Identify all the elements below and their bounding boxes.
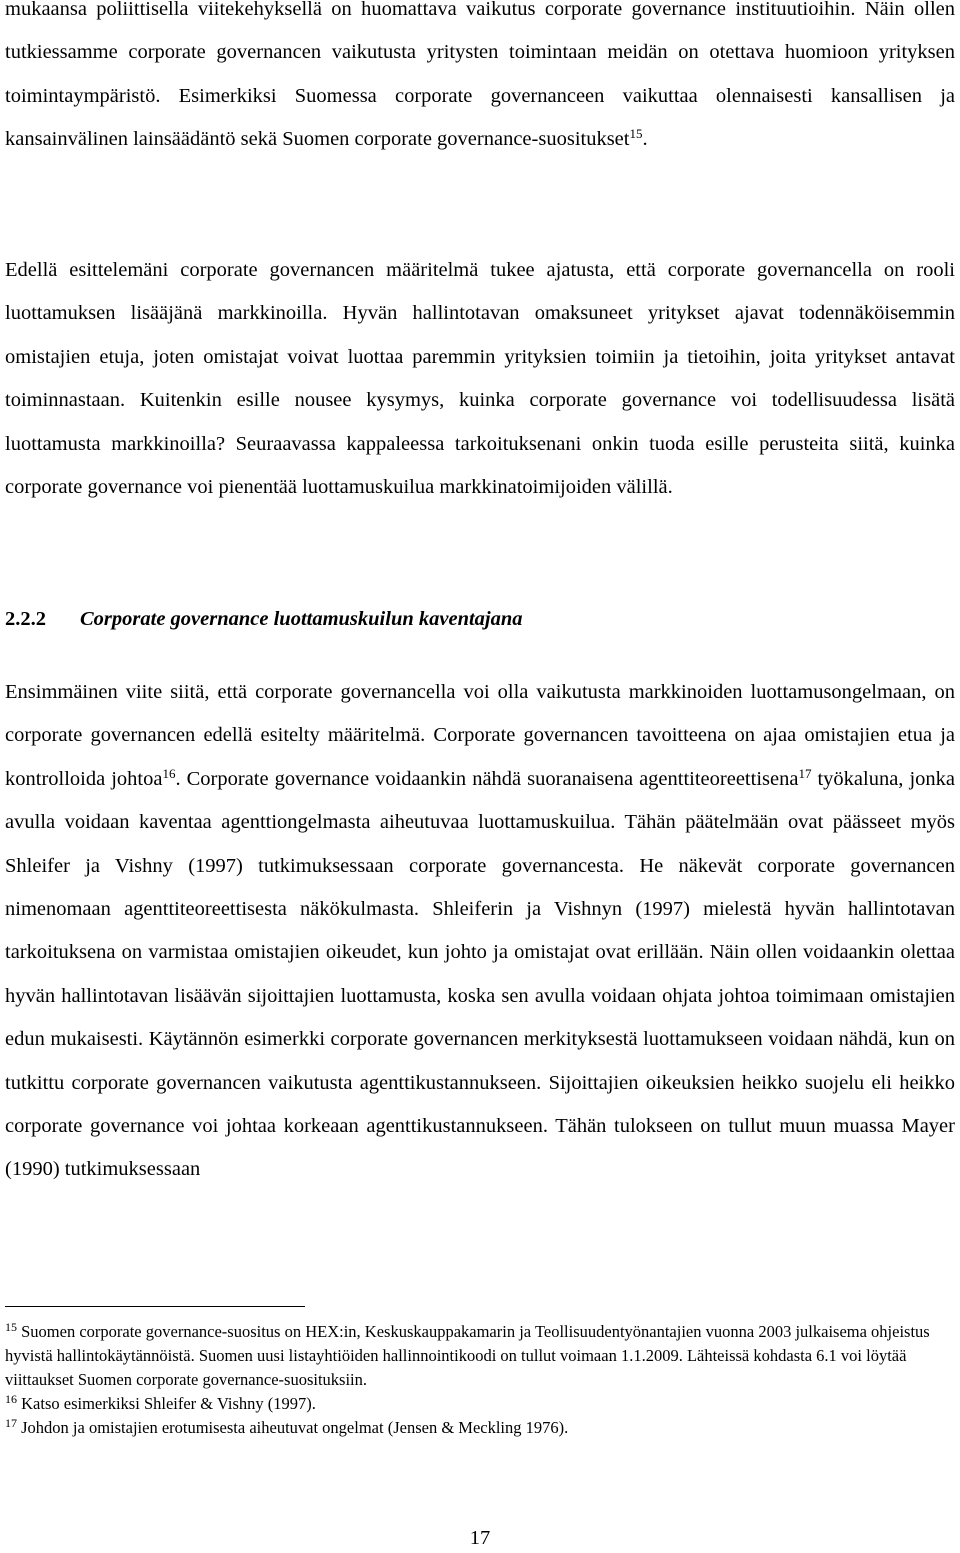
section-number: 2.2.2 (5, 608, 46, 630)
paragraph-2: Edellä esittelemäni corporate governancen määritelmä tukee ajatusta, että corporate governancella on rooli luottamuksen lisääjänä markkinoilla. Hyvän hallintotavan omaksuneet yritykset ajavat todennäköisemmin omistajien etuja, joten omistajat voivat luottaa paremmin yrityksien toimiin ja tietoihin, joita yritykset antavat toiminnastaan. Kuitenkin esille nousee kysymys, kuinka corporate governance voi todellisuudessa lisätä luottamusta markkinoilla? Seuraavassa kappaleessa tarkoituksenani onkin tuoda esille perusteita siitä, kuinka corporate governance voi pienentää luottamuskuilua markkinatoimijoiden välillä. (5, 259, 955, 499)
paragraph-3-text-c: työkaluna, jonka avulla voidaan kaventaa agenttiongelmasta aiheutuvaa luottamuskuilua. Tähän päätelmään ovat päässeet myös Shleifer ja Vishny (1997) tutkimuksessaan corporate governancesta. He näkevät corporate governancen nimenomaan agenttiteoreettisesta näkökulmasta. Shleiferin ja Vishnyn (1997) mielestä hyvän hallintotavan tarkoituksena on varmistaa omistajien oikeudet, kun johto ja omistajat ovat erillään. Näin ollen voidaankin olettaa hyvän hallintotavan lisäävän sijoittajien luottamusta, koska sen avulla voidaan ohjata johtoa toimimaan omistajien edun mukaisesti. Käytännön esimerkki corporate governancen merkityksestä luottamukseen voidaan nähdä, kun on tutkittu corporate governancen vaikutusta agenttikustannukseen. Sijoittajien oikeuksien heikko suojelu eli heikko corporate governance voi johtaa korkeaan agenttikustannukseen. Tähän tulokseen on tullut muun muassa Mayer (1990) tutkimuksessaan (5, 767, 955, 1181)
footnote-text: Johdon ja omistajien erotumisesta aiheutuvat ongelmat (Jensen & Meckling 1976). (21, 1418, 569, 1437)
paragraph-1-text: mukaansa poliittisella viitekehyksellä on huomattava vaikutus corporate governance instituutioihin. Näin ollen tutkiessamme corporate governancen vaikutusta yritysten toimintaan meidän on otettava huomioon yrityksen toimintaympäristö. Esimerkiksi Suomessa corporate governanceen vaikuttaa olennaisesti kansallisen ja kansainvälinen lainsäädäntö sekä Suomen corporate governance-suositukset (5, 0, 955, 151)
section-title: Corporate governance luottamuskuilun kaventajana (80, 608, 523, 630)
footnote-17 (5, 1416, 955, 1440)
footnote-ref-17[interactable]: 17 (798, 765, 812, 781)
paragraph-1 (5, 0, 955, 162)
footnote-number: 16 (5, 1392, 17, 1406)
section-heading (5, 598, 523, 641)
footnote-text: Katso esimerkiksi Shleifer & Vishny (1997). (21, 1394, 316, 1413)
paragraph-3-text-a: Ensimmäinen viite siitä, että corporate governancella voi olla vaikutusta markkinoiden luottamusongelmaan, on corporate governancen edellä esitelty määritelmä. Corporate governancen tavoitteena on ajaa omistajien etua ja kontrolloida johtoa (5, 681, 955, 790)
paragraph-1-end: . (642, 128, 648, 151)
footnote-number: 15 (5, 1320, 17, 1334)
paragraph-3-text-b: . Corporate governance voidaankin nähdä suoranaisena agenttiteoreettisena (175, 767, 799, 790)
footnote-number: 17 (5, 1416, 17, 1430)
footnote-16 (5, 1392, 955, 1416)
footnote-text: Suomen corporate governance-suositus on HEX:in, Keskuskauppakamarin ja Teollisuudentyönantajien vuonna 2003 julkaisema ohjeistus hyvistä hallintokäytännöistä. Suomen uusi listayhtiöiden hallinnointikoodi on tullut voimaan 1.1.2009. Lähteissä kohdasta 6.1 voi löytää viittaukset Suomen corporate governance-suosituksiin. (5, 1322, 930, 1389)
paragraph-3 (5, 671, 955, 1192)
footnotes (5, 1320, 955, 1440)
footnote-ref-15[interactable]: 15 (629, 126, 643, 142)
footnote-15 (5, 1320, 955, 1392)
page-number: 17 (469, 1527, 491, 1549)
footnote-ref-16[interactable]: 16 (162, 765, 176, 781)
footnote-divider (5, 1306, 305, 1307)
